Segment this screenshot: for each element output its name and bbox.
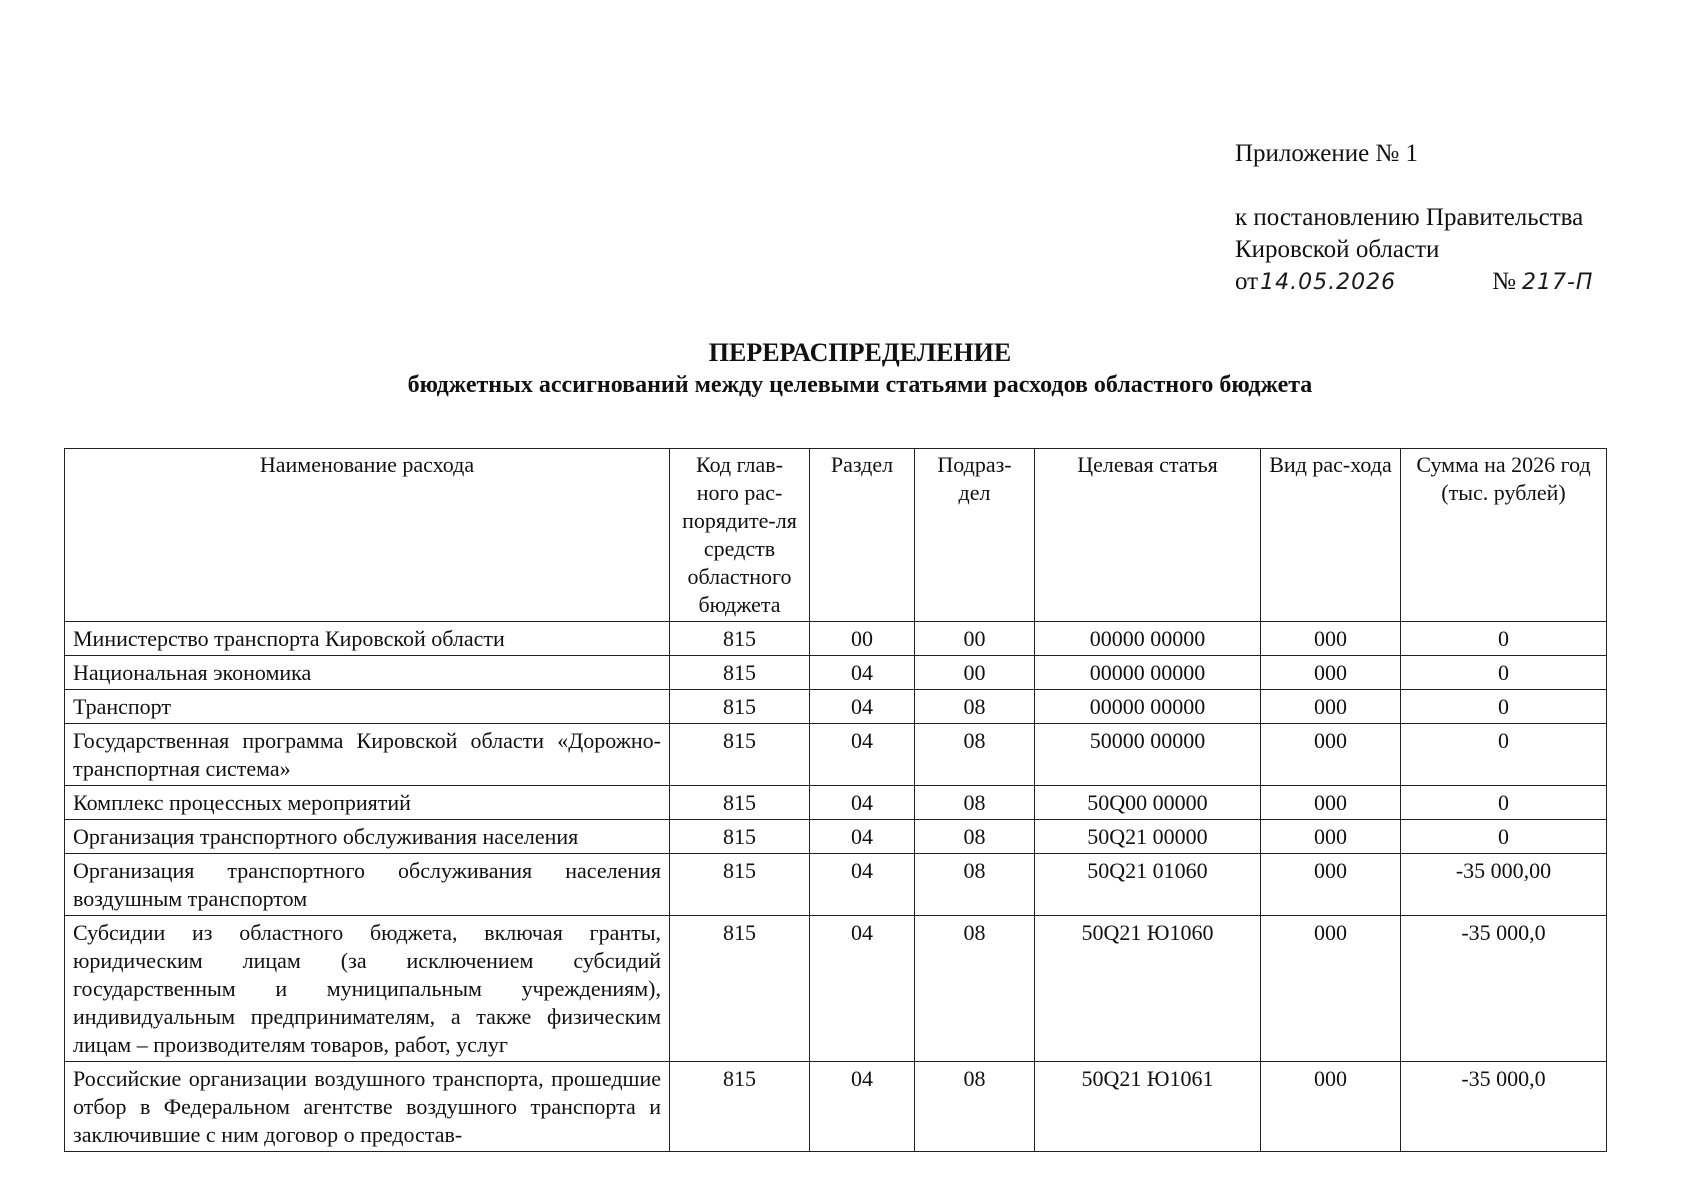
cell-target: 00000 00000 <box>1035 690 1261 724</box>
cell-subsection: 00 <box>915 656 1035 690</box>
table-row <box>65 690 1607 724</box>
cell-name: Организация транспортного обслуживания населения <box>65 820 670 854</box>
cell-section: 04 <box>810 724 915 786</box>
cell-section: 00 <box>810 622 915 656</box>
cell-code: 815 <box>670 820 810 854</box>
table-row <box>65 1062 1607 1152</box>
cell-subsection: 08 <box>915 854 1035 916</box>
cell-type: 000 <box>1261 820 1401 854</box>
header-type: Вид рас-хода <box>1261 449 1401 622</box>
cell-target: 50Q21 01060 <box>1035 854 1261 916</box>
header-name: Наименование расхода <box>65 449 670 622</box>
cell-sum: -35 000,00 <box>1401 854 1607 916</box>
cell-name: Организация транспортного обслуживания населения воздушным транспортом <box>65 854 670 916</box>
cell-code: 815 <box>670 1062 810 1152</box>
cell-target: 50Q21 00000 <box>1035 820 1261 854</box>
cell-target: 00000 00000 <box>1035 656 1261 690</box>
cell-target: 50000 00000 <box>1035 724 1261 786</box>
cell-sum: 0 <box>1401 724 1607 786</box>
cell-sum: 0 <box>1401 656 1607 690</box>
cell-code: 815 <box>670 656 810 690</box>
cell-sum: 0 <box>1401 622 1607 656</box>
cell-type: 000 <box>1261 690 1401 724</box>
table-header-row <box>65 449 1607 622</box>
cell-type: 000 <box>1261 854 1401 916</box>
table-row <box>65 916 1607 1062</box>
cell-section: 04 <box>810 786 915 820</box>
date-prefix: от <box>1235 268 1259 295</box>
cell-name: Министерство транспорта Кировской области <box>65 622 670 656</box>
budget-table <box>64 448 1607 1152</box>
attachment-number: Приложение № 1 <box>1235 140 1419 167</box>
cell-sum: -35 000,0 <box>1401 1062 1607 1152</box>
cell-sum: -35 000,0 <box>1401 916 1607 1062</box>
handwritten-date: 14.05.2026 <box>1260 270 1397 295</box>
cell-sum: 0 <box>1401 820 1607 854</box>
cell-target: 50Q21 Ю1060 <box>1035 916 1261 1062</box>
header-section: Раздел <box>810 449 915 622</box>
cell-subsection: 08 <box>915 786 1035 820</box>
cell-target: 50Q00 00000 <box>1035 786 1261 820</box>
cell-type: 000 <box>1261 1062 1401 1152</box>
cell-code: 815 <box>670 854 810 916</box>
cell-subsection: 08 <box>915 916 1035 1062</box>
header-code: Код глав-ного рас-порядите-ля средств областного бюджета <box>670 449 810 622</box>
cell-sum: 0 <box>1401 786 1607 820</box>
cell-subsection: 08 <box>915 690 1035 724</box>
number-label: № <box>1492 268 1516 295</box>
table-row <box>65 820 1607 854</box>
cell-sum: 0 <box>1401 690 1607 724</box>
cell-name: Транспорт <box>65 690 670 724</box>
document-title: ПЕРЕРАСПРЕДЕЛЕНИЕ <box>708 338 1012 367</box>
handwritten-number: 217-П <box>1521 270 1594 295</box>
table-row <box>65 786 1607 820</box>
table-row <box>65 724 1607 786</box>
cell-type: 000 <box>1261 656 1401 690</box>
cell-type: 000 <box>1261 622 1401 656</box>
document-subtitle: бюджетных ассигнований между целевыми статьями расходов областного бюджета <box>407 372 1313 398</box>
cell-name: Субсидии из областного бюджета, включая гранты, юридическим лицам (за исключением субсидий государственным и муниципальным учреждениям), индивидуальным предпринимателям, а также физическим лицам – производителям товаров, работ, услуг <box>65 916 670 1062</box>
cell-subsection: 08 <box>915 724 1035 786</box>
cell-target: 50Q21 Ю1061 <box>1035 1062 1261 1152</box>
attachment-line-2: Кировской области <box>1235 236 1440 263</box>
cell-name: Национальная экономика <box>65 656 670 690</box>
cell-section: 04 <box>810 916 915 1062</box>
cell-target: 00000 00000 <box>1035 622 1261 656</box>
header-target: Целевая статья <box>1035 449 1261 622</box>
table-row <box>65 622 1607 656</box>
cell-name: Государственная программа Кировской области «Дорожно-транспортная система» <box>65 724 670 786</box>
cell-section: 04 <box>810 690 915 724</box>
cell-code: 815 <box>670 690 810 724</box>
cell-subsection: 08 <box>915 1062 1035 1152</box>
cell-subsection: 00 <box>915 622 1035 656</box>
cell-type: 000 <box>1261 724 1401 786</box>
cell-name: Российские организации воздушного транспорта, прошедшие отбор в Федеральном агентстве воздушного транспорта и заключившие с ним договор о предостав- <box>65 1062 670 1152</box>
cell-code: 815 <box>670 786 810 820</box>
cell-section: 04 <box>810 656 915 690</box>
cell-code: 815 <box>670 622 810 656</box>
attachment-line-1: к постановлению Правительства <box>1235 204 1584 231</box>
cell-type: 000 <box>1261 916 1401 1062</box>
cell-code: 815 <box>670 724 810 786</box>
attachment-block <box>1235 138 1593 299</box>
cell-code: 815 <box>670 916 810 1062</box>
cell-section: 04 <box>810 820 915 854</box>
table-row <box>65 854 1607 916</box>
attachment-date-row <box>1235 266 1593 299</box>
cell-type: 000 <box>1261 786 1401 820</box>
cell-subsection: 08 <box>915 820 1035 854</box>
header-sum: Сумма на 2026 год (тыс. рублей) <box>1401 449 1607 622</box>
cell-section: 04 <box>810 1062 915 1152</box>
header-subsection: Подраз-дел <box>915 449 1035 622</box>
cell-name: Комплекс процессных мероприятий <box>65 786 670 820</box>
table-row <box>65 656 1607 690</box>
cell-section: 04 <box>810 854 915 916</box>
